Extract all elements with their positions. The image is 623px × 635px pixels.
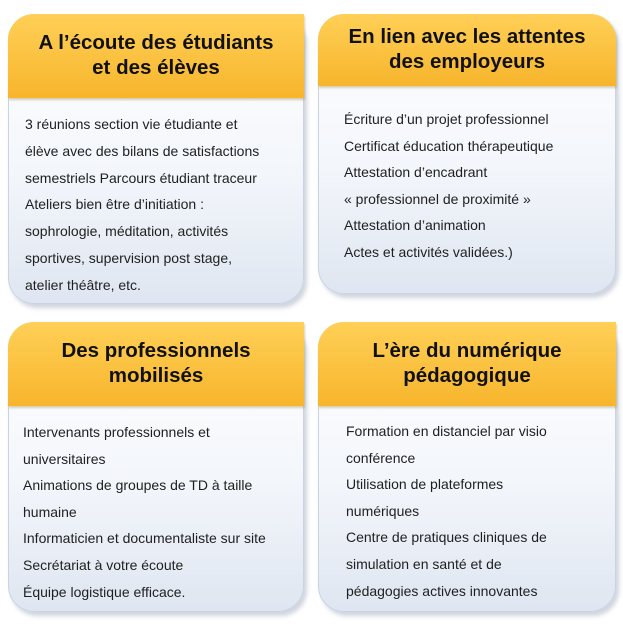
text-line: pédagogies actives innovantes xyxy=(346,582,538,599)
card-title xyxy=(318,322,616,406)
text-line: Écriture d’un projet professionnel xyxy=(344,111,549,127)
card-digital xyxy=(318,322,616,612)
text-line: Ateliers bien être d’initiation : xyxy=(25,196,204,213)
text-line: Équipe logistique efficace. xyxy=(23,583,186,600)
text-line: Intervenants professionnels et xyxy=(23,424,210,440)
text-line: « professionnel de proximité » xyxy=(344,190,531,207)
card-title xyxy=(8,322,304,406)
text-line: sophrologie, méditation, activités xyxy=(25,223,229,240)
text-line: Secrétariat à votre écoute xyxy=(23,556,184,573)
text-line: conférence xyxy=(346,449,416,466)
card-title-line: des employeurs xyxy=(388,50,546,73)
card-title-line: L’ère du numérique xyxy=(372,339,562,363)
text-line: 3 réunions section vie étudiante et xyxy=(25,116,238,132)
card-title-line: Des professionnels xyxy=(61,339,251,363)
card-title xyxy=(318,14,616,86)
card-title-line: En lien avec les attentes xyxy=(348,25,586,49)
card-title-line: et des élèves xyxy=(92,56,220,79)
text-line: universitaires xyxy=(23,450,106,467)
card-employers xyxy=(318,14,616,294)
card-title-line: A l’écoute des étudiants xyxy=(38,31,274,55)
card-text xyxy=(344,106,553,266)
text-line: humaine xyxy=(23,503,77,520)
card-title-line: pédagogique xyxy=(403,364,531,387)
text-line: Actes et activités validées.) xyxy=(344,243,513,260)
card-professionals xyxy=(8,322,304,612)
text-line: sportives, supervision post stage, xyxy=(25,249,232,266)
text-line: Centre de pratiques cliniques de xyxy=(346,529,547,546)
text-line: semestriels Parcours étudiant traceur xyxy=(25,169,257,186)
text-line: Informaticien et documentaliste sur site xyxy=(23,530,266,547)
card-title xyxy=(8,14,304,98)
text-line: Certificat éducation thérapeutique xyxy=(344,137,554,154)
text-line: Attestation d’encadrant xyxy=(344,164,488,181)
text-line: atelier théâtre, etc. xyxy=(25,276,141,293)
card-text xyxy=(346,418,547,604)
text-line: Formation en distanciel par visio xyxy=(346,423,547,439)
text-line: Attestation d’animation xyxy=(344,217,486,234)
text-line: numériques xyxy=(346,502,420,519)
card-text xyxy=(25,111,259,299)
card-text xyxy=(23,419,266,605)
text-line: Utilisation de plateformes xyxy=(346,476,504,493)
card-title-line: mobilisés xyxy=(108,364,204,387)
text-line: simulation en santé et de xyxy=(346,555,502,572)
text-line: Animations de groupes de TD à taille xyxy=(23,477,253,494)
text-line: élève avec des bilans de satisfactions xyxy=(25,142,260,159)
card-students xyxy=(8,14,304,304)
